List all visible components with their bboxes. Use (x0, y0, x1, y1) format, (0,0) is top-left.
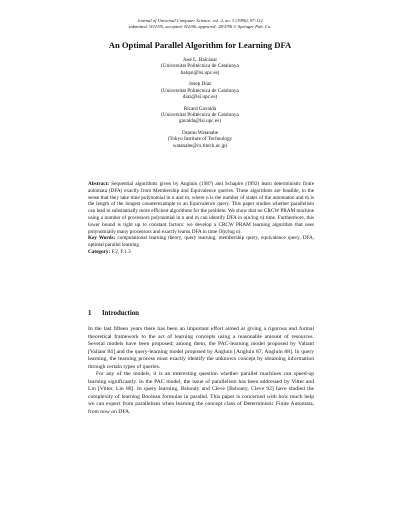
keywords (88, 235, 314, 249)
author-email: balqui@lsi.upc.es) (180, 69, 220, 76)
journal-citation: Journal of Universal Computer Science, vol. 2, no. 3 (1996), 97-112 (137, 18, 263, 23)
author-name: Osamu Watanabe (181, 130, 219, 137)
author-name: José L. Balcázar (182, 57, 218, 63)
abstract-text: Sequential algorithms given by Angluin (1987) and Schapire (1992) learn deterministic finite automata (DFA) exactly from Membership and Equivalence queries. These algorithms are feasible, in the sense that they take time polynomial in n and m, where n is the number of states of the automaton and m is the length of the longest counterexample to an Equivalence query. This paper studies whether parallelism can lead to substantially more efficient algorithms for the problem. We show that no CRCW PRAM machine using a number of processors polynomial in n and m can identify DFA in o(n/log n) time. Furthermore, this lower bound is tight up to constant factors: we develop a CRCW PRAM learning algorithm that uses polynomially many processors and exactly learns DFA in time O(n/log n). (88, 181, 315, 235)
keywords-text: computational learning theory, query learning, membership query, equivalence query, DFA, optimal parallel learning (88, 235, 314, 249)
paragraph: For any of the models, it is an interesting question whether parallel machines can speed-up learning significantly. In the PAC model, the issue of parallelism has been addressed by Vitter and Lin [Vitter, Lin 88]. In query learning, Bshouty and Cleve [Bshouty, Cleve 92] have studied the complexity of learning Boolean formulas in parallel. This paper is concerned with how much help we can expect from parallelism when learning the concept class of Deterministic Finite Automata, from now on DFA. (88, 371, 314, 415)
author-affiliation: (Universitat Politècnica de Catalunya (161, 63, 239, 70)
author (90, 106, 310, 125)
section-title: Introduction (102, 310, 139, 317)
category (88, 249, 314, 256)
author-affiliation: (Universitat Politècnica de Catalunya (161, 87, 239, 94)
author (90, 130, 310, 149)
body-text (88, 326, 314, 416)
author-email: diaz@lsi.upc.es) (182, 93, 218, 100)
section-heading (88, 309, 314, 318)
abstract-label: Abstract: (88, 181, 110, 187)
keywords-label: Key Words: (88, 235, 116, 242)
author (90, 81, 310, 100)
section-number: 1 (88, 310, 92, 317)
journal-dates: submitted: 9/11/95, accepted: 8/2/96, appeared: 28/3/96 © Springer Pub. Co. (128, 24, 272, 29)
category-label: Category: (88, 248, 111, 255)
abstract (88, 181, 314, 235)
author-name: Ricard Gavaldà (183, 105, 217, 112)
journal-header (80, 18, 320, 30)
paragraph: In the last fifteen years there has been an important effort aimed at giving a rigorous and formal theoretical framework to the act of learning concepts using a reasonable amount of resources. Several models have been proposed; among them, the PAC-learning model proposed by Valiant [Valiant 84] and the query-learning model proposed by Angluin [Angluin 87, Angluin 88]. In query learning, the learning process must exactly identify the unknown concept by obtaining information through certain types of queries. (88, 326, 314, 370)
abstract-block (88, 181, 314, 256)
author (90, 57, 310, 76)
author-name: Josep Díaz (188, 81, 212, 88)
author-email: watanabe@cs.titech.ac.jp) (172, 142, 228, 149)
author-affiliation: (Tokyo Institute of Technology (167, 136, 233, 143)
category-text: F.2, F.1.3 (111, 248, 131, 255)
author-email: gavalda@lsi.upc.es) (179, 118, 221, 125)
paper-title: An Optimal Parallel Algorithm for Learning DFA (108, 40, 292, 50)
author-affiliation: (Universitat Politècnica de Catalunya (161, 112, 239, 119)
author-block (90, 57, 310, 155)
